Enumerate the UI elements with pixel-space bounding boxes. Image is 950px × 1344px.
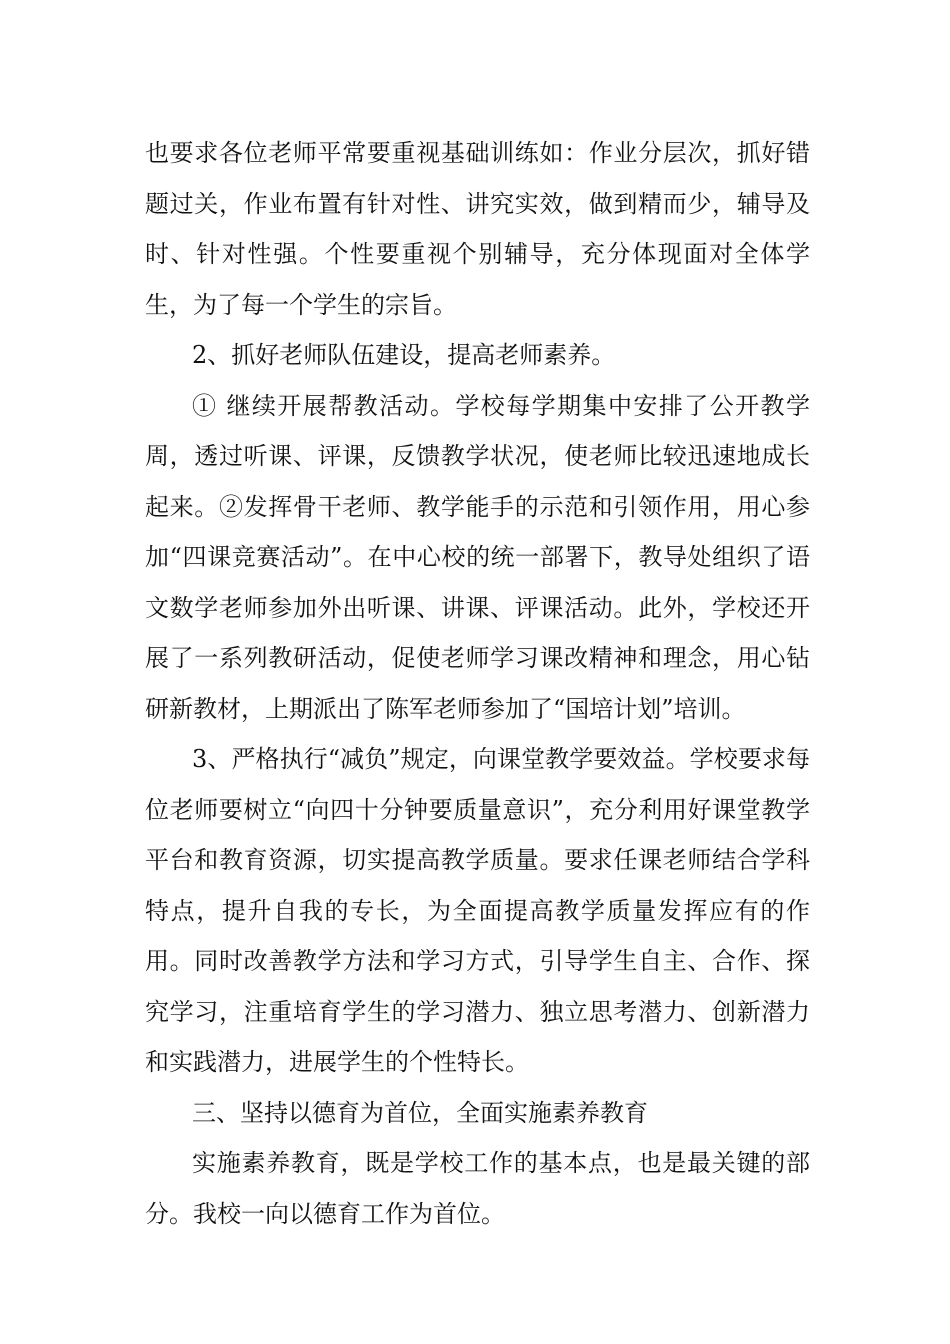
paragraph-quality-education: 实施素养教育，既是学校工作的基本点，也是最关键的部分。我校一向以德育工作为首位。	[145, 1149, 810, 1228]
paragraph-teaching-activities: ① 继续开展帮教活动。学校每学期集中安排了公开教学周，透过听课、评课，反馈教学状况，使老师比较迅速地成长起来。②发挥骨干老师、教学能手的示范和引领作用，用心参加“四课竞赛活动”。在中心校的统一部署下，教导处组织了语文数学老师参加外出听课、讲课、评课活动。此外，学校还开展了一系列教研活动，促使老师学习课改精神和理念，用心钻研新教材，上期派出了陈军老师参加了“国培计划”培训。	[145, 391, 810, 723]
paragraph-continuation: 也要求各位老师平常要重视基础训练如：作业分层次，抓好错题过关，作业布置有针对性、讲究实效，做到精而少，辅导及时、针对性强。个性要重视个别辅导，充分体现面对全体学生，为了每一个学生的宗旨。	[145, 139, 810, 319]
paragraph-heading-teacher-team: 2、抓好老师队伍建设，提高老师素养。	[192, 341, 616, 369]
document-body	[145, 128, 810, 1239]
section-heading-moral-education: 三、坚持以德育为首位，全面实施素养教育	[192, 1098, 648, 1127]
paragraph-burden-reduction: 3、严格执行“减负”规定，向课堂教学要效益。学校要求每位老师要树立“向四十分钟要质量意识”，充分利用好课堂教学平台和教育资源，切实提高教学质量。要求任课老师结合学科特点，提升自我的专长，为全面提高教学质量发挥应有的作用。同时改善教学方法和学习方式，引导学生自主、合作、探究学习，注重培育学生的学习潜力、独立思考潜力、创新潜力和实践潜力，进展学生的个性特长。	[145, 745, 810, 1076]
